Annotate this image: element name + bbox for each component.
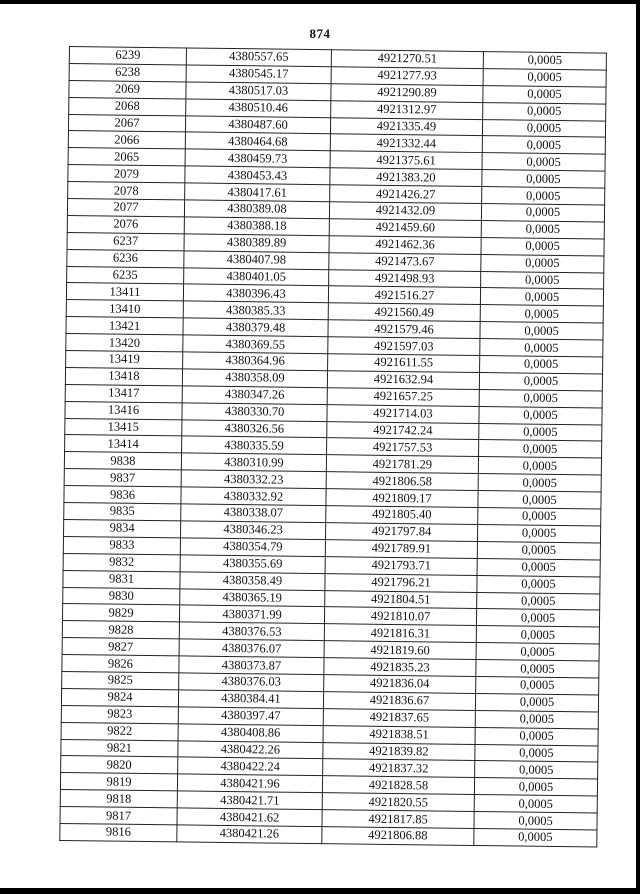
x-coordinate-cell: 4380376.07 <box>179 639 324 658</box>
point-id-cell: 13411 <box>66 283 183 301</box>
value-cell: 0,0005 <box>475 727 598 745</box>
y-coordinate-cell: 4921611.55 <box>328 354 480 373</box>
point-id-cell: 9824 <box>61 688 178 706</box>
x-coordinate-cell: 4380517.03 <box>186 82 331 101</box>
x-coordinate-cell: 4380326.56 <box>182 420 327 439</box>
y-coordinate-cell: 4921742.24 <box>327 421 479 440</box>
y-coordinate-cell: 4921838.51 <box>323 725 475 744</box>
point-id-cell: 9837 <box>64 469 181 487</box>
value-cell: 0,0005 <box>477 524 600 542</box>
x-coordinate-cell: 4380364.96 <box>183 352 328 371</box>
y-coordinate-cell: 4921757.53 <box>327 438 479 457</box>
y-coordinate-cell: 4921714.03 <box>327 404 479 423</box>
value-cell: 0,0005 <box>476 626 599 644</box>
point-id-cell: 9826 <box>62 655 179 673</box>
y-coordinate-cell: 4921835.23 <box>324 658 476 677</box>
point-id-cell: 13410 <box>66 300 183 318</box>
y-coordinate-cell: 4921804.51 <box>325 590 477 609</box>
y-coordinate-cell: 4921473.67 <box>329 252 481 271</box>
scan-border-top <box>0 0 640 4</box>
value-cell: 0,0005 <box>479 389 602 407</box>
point-id-cell: 9831 <box>63 570 180 588</box>
y-coordinate-cell: 4921290.89 <box>331 83 483 102</box>
point-id-cell: 13418 <box>65 367 182 385</box>
point-id-cell: 2069 <box>69 80 186 98</box>
x-coordinate-cell: 4380401.05 <box>184 267 329 286</box>
y-coordinate-cell: 4921806.58 <box>326 472 478 491</box>
x-coordinate-cell: 4380354.79 <box>180 538 325 557</box>
point-id-cell: 9821 <box>61 739 178 757</box>
y-coordinate-cell: 4921781.29 <box>326 455 478 474</box>
y-coordinate-cell: 4921657.25 <box>327 387 479 406</box>
y-coordinate-cell: 4921828.58 <box>322 776 474 795</box>
y-coordinate-cell: 4921819.60 <box>324 641 476 660</box>
y-coordinate-cell: 4921312.97 <box>331 100 483 119</box>
point-id-cell: 9832 <box>63 553 180 571</box>
x-coordinate-cell: 4380421.96 <box>177 774 322 793</box>
value-cell: 0,0005 <box>479 423 602 441</box>
x-coordinate-cell: 4380421.62 <box>177 808 322 827</box>
value-cell: 0,0005 <box>476 676 599 694</box>
x-coordinate-cell: 4380371.99 <box>179 605 324 624</box>
scan-border-right <box>636 0 640 894</box>
x-coordinate-cell: 4380389.89 <box>184 234 329 253</box>
point-id-cell: 9834 <box>64 519 181 537</box>
value-cell: 0,0005 <box>478 457 601 475</box>
point-id-cell: 9818 <box>60 790 177 808</box>
point-id-cell: 2065 <box>68 148 185 166</box>
coordinates-sheet <box>59 46 606 847</box>
x-coordinate-cell: 4380376.03 <box>179 673 324 692</box>
x-coordinate-cell: 4380358.49 <box>180 572 325 591</box>
y-coordinate-cell: 4921459.60 <box>329 219 481 238</box>
x-coordinate-cell: 4380369.55 <box>183 335 328 354</box>
x-coordinate-cell: 4380332.92 <box>181 487 326 506</box>
value-cell: 0,0005 <box>477 592 600 610</box>
y-coordinate-cell: 4921498.93 <box>329 269 481 288</box>
coordinates-table-body <box>60 47 607 847</box>
value-cell: 0,0005 <box>481 237 604 255</box>
page-number: 874 <box>309 26 331 41</box>
x-coordinate-cell: 4380384.41 <box>178 690 323 709</box>
coordinates-table <box>59 46 607 847</box>
y-coordinate-cell: 4921836.67 <box>323 692 475 711</box>
y-coordinate-cell: 4921793.71 <box>325 556 477 575</box>
x-coordinate-cell: 4380346.23 <box>181 521 326 540</box>
point-id-cell: 9819 <box>60 773 177 791</box>
point-id-cell: 13419 <box>66 351 183 369</box>
y-coordinate-cell: 4921270.51 <box>331 50 483 69</box>
value-cell: 0,0005 <box>481 271 604 289</box>
point-id-cell: 13415 <box>65 418 182 436</box>
x-coordinate-cell: 4380332.23 <box>181 470 326 489</box>
x-coordinate-cell: 4380358.09 <box>182 369 327 388</box>
value-cell: 0,0005 <box>480 288 603 306</box>
scan-border-bottom <box>0 888 640 894</box>
x-coordinate-cell: 4380389.08 <box>184 200 329 219</box>
value-cell: 0,0005 <box>480 339 603 357</box>
point-id-cell: 6238 <box>69 63 186 81</box>
value-cell: 0,0005 <box>477 558 600 576</box>
value-cell: 0,0005 <box>475 761 598 779</box>
y-coordinate-cell: 4921560.49 <box>328 303 480 322</box>
point-id-cell: 9836 <box>64 486 181 504</box>
x-coordinate-cell: 4380510.46 <box>186 99 331 118</box>
x-coordinate-cell: 4380422.24 <box>178 757 323 776</box>
x-coordinate-cell: 4380385.33 <box>183 301 328 320</box>
point-id-cell: 9823 <box>61 705 178 723</box>
x-coordinate-cell: 4380422.26 <box>178 740 323 759</box>
value-cell: 0,0005 <box>483 102 606 120</box>
y-coordinate-cell: 4921839.82 <box>323 742 475 761</box>
x-coordinate-cell: 4380379.48 <box>183 318 328 337</box>
x-coordinate-cell: 4380417.61 <box>185 183 330 202</box>
point-id-cell: 2076 <box>67 215 184 233</box>
point-id-cell: 2077 <box>67 199 184 217</box>
point-id-cell: 9825 <box>62 671 179 689</box>
x-coordinate-cell: 4380373.87 <box>179 656 324 675</box>
x-coordinate-cell: 4380376.53 <box>179 622 324 641</box>
value-cell: 0,0005 <box>475 710 598 728</box>
value-cell: 0,0005 <box>480 356 603 374</box>
x-coordinate-cell: 4380397.47 <box>178 707 323 726</box>
x-coordinate-cell: 4380396.43 <box>183 284 328 303</box>
y-coordinate-cell: 4921797.84 <box>325 523 477 542</box>
point-id-cell: 6236 <box>67 249 184 267</box>
y-coordinate-cell: 4921796.21 <box>325 573 477 592</box>
value-cell: 0,0005 <box>479 372 602 390</box>
point-id-cell: 9838 <box>64 452 181 470</box>
point-id-cell: 2068 <box>69 97 186 115</box>
point-id-cell: 6239 <box>69 47 186 65</box>
value-cell: 0,0005 <box>481 254 604 272</box>
x-coordinate-cell: 4380330.70 <box>182 403 327 422</box>
x-coordinate-cell: 4380408.86 <box>178 724 323 743</box>
y-coordinate-cell: 4921806.88 <box>322 827 474 846</box>
value-cell: 0,0005 <box>480 322 603 340</box>
x-coordinate-cell: 4380453.43 <box>185 166 330 185</box>
x-coordinate-cell: 4380421.71 <box>177 791 322 810</box>
value-cell: 0,0005 <box>474 812 597 830</box>
y-coordinate-cell: 4921516.27 <box>328 286 480 305</box>
x-coordinate-cell: 4380421.26 <box>177 825 322 844</box>
point-id-cell: 13421 <box>66 317 183 335</box>
x-coordinate-cell: 4380335.59 <box>182 436 327 455</box>
value-cell: 0,0005 <box>474 828 597 846</box>
x-coordinate-cell: 4380388.18 <box>184 217 329 236</box>
x-coordinate-cell: 4380407.98 <box>184 251 329 270</box>
y-coordinate-cell: 4921335.49 <box>330 117 482 136</box>
value-cell: 0,0005 <box>476 643 599 661</box>
value-cell: 0,0005 <box>483 85 606 103</box>
x-coordinate-cell: 4380464.68 <box>185 132 330 151</box>
value-cell: 0,0005 <box>479 440 602 458</box>
point-id-cell: 9816 <box>60 823 177 841</box>
point-id-cell: 9817 <box>60 807 177 825</box>
point-id-cell: 9829 <box>62 604 179 622</box>
x-coordinate-cell: 4380545.17 <box>186 65 331 84</box>
value-cell: 0,0005 <box>482 170 605 188</box>
y-coordinate-cell: 4921816.31 <box>324 624 476 643</box>
value-cell: 0,0005 <box>483 68 606 86</box>
point-id-cell: 13416 <box>65 401 182 419</box>
point-id-cell: 2078 <box>68 182 185 200</box>
point-id-cell: 9835 <box>64 503 181 521</box>
value-cell: 0,0005 <box>476 660 599 678</box>
y-coordinate-cell: 4921432.09 <box>329 202 481 221</box>
value-cell: 0,0005 <box>477 541 600 559</box>
value-cell: 0,0005 <box>479 406 602 424</box>
value-cell: 0,0005 <box>482 136 605 154</box>
y-coordinate-cell: 4921277.93 <box>331 67 483 86</box>
value-cell: 0,0005 <box>480 305 603 323</box>
x-coordinate-cell: 4380459.73 <box>185 149 330 168</box>
x-coordinate-cell: 4380355.69 <box>180 555 325 574</box>
value-cell: 0,0005 <box>478 474 601 492</box>
x-coordinate-cell: 4380365.19 <box>180 588 325 607</box>
y-coordinate-cell: 4921817.85 <box>322 810 474 829</box>
value-cell: 0,0005 <box>482 119 605 137</box>
y-coordinate-cell: 4921836.04 <box>324 675 476 694</box>
point-id-cell: 2079 <box>68 165 185 183</box>
value-cell: 0,0005 <box>475 693 598 711</box>
point-id-cell: 6235 <box>67 266 184 284</box>
y-coordinate-cell: 4921789.91 <box>325 539 477 558</box>
y-coordinate-cell: 4921332.44 <box>330 134 482 153</box>
value-cell: 0,0005 <box>474 795 597 813</box>
y-coordinate-cell: 4921426.27 <box>330 185 482 204</box>
y-coordinate-cell: 4921805.40 <box>326 506 478 525</box>
point-id-cell: 9828 <box>62 621 179 639</box>
y-coordinate-cell: 4921462.36 <box>329 235 481 254</box>
value-cell: 0,0005 <box>478 508 601 526</box>
point-id-cell: 13417 <box>65 384 182 402</box>
x-coordinate-cell: 4380487.60 <box>185 115 330 134</box>
x-coordinate-cell: 4380557.65 <box>186 48 331 67</box>
value-cell: 0,0005 <box>482 187 605 205</box>
x-coordinate-cell: 4380338.07 <box>181 504 326 523</box>
value-cell: 0,0005 <box>481 204 604 222</box>
y-coordinate-cell: 4921579.46 <box>328 320 480 339</box>
y-coordinate-cell: 4921837.32 <box>323 759 475 778</box>
y-coordinate-cell: 4921809.17 <box>326 489 478 508</box>
y-coordinate-cell: 4921632.94 <box>327 371 479 390</box>
point-id-cell: 9827 <box>62 638 179 656</box>
x-coordinate-cell: 4380347.26 <box>182 386 327 405</box>
point-id-cell: 9820 <box>61 756 178 774</box>
value-cell: 0,0005 <box>478 491 601 509</box>
value-cell: 0,0005 <box>482 153 605 171</box>
point-id-cell: 2067 <box>68 114 185 132</box>
y-coordinate-cell: 4921597.03 <box>328 337 480 356</box>
value-cell: 0,0005 <box>481 220 604 238</box>
y-coordinate-cell: 4921375.61 <box>330 151 482 170</box>
point-id-cell: 13414 <box>65 435 182 453</box>
value-cell: 0,0005 <box>483 52 606 70</box>
point-id-cell: 9833 <box>63 536 180 554</box>
point-id-cell: 13420 <box>66 334 183 352</box>
y-coordinate-cell: 4921820.55 <box>322 793 474 812</box>
value-cell: 0,0005 <box>475 744 598 762</box>
y-coordinate-cell: 4921810.07 <box>324 607 476 626</box>
point-id-cell: 9830 <box>63 587 180 605</box>
point-id-cell: 6237 <box>67 232 184 250</box>
point-id-cell: 9822 <box>61 722 178 740</box>
value-cell: 0,0005 <box>477 575 600 593</box>
x-coordinate-cell: 4380310.99 <box>181 453 326 472</box>
y-coordinate-cell: 4921383.20 <box>330 168 482 187</box>
value-cell: 0,0005 <box>474 778 597 796</box>
value-cell: 0,0005 <box>476 609 599 627</box>
point-id-cell: 2066 <box>68 131 185 149</box>
y-coordinate-cell: 4921837.65 <box>323 708 475 727</box>
